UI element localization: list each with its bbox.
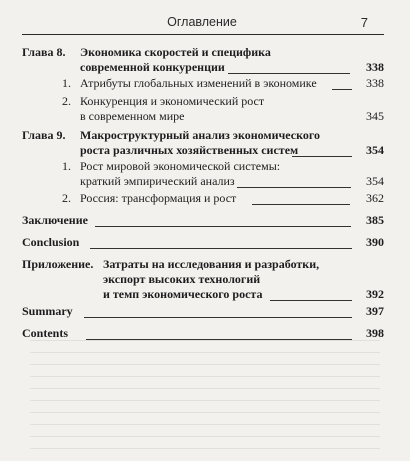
section-8-1-page: 338 <box>366 76 384 90</box>
section-9-2-page: 362 <box>366 191 384 205</box>
appendix-title-line3: и темп экономического роста <box>103 287 263 301</box>
appendix-label: Приложение. <box>22 257 94 271</box>
chapter-9-label: Глава 9. <box>22 128 66 142</box>
section-9-2-number: 2. <box>62 191 71 205</box>
appendix-title-line2: экспорт высоких технологий <box>103 272 261 286</box>
summary-leader <box>84 304 352 318</box>
section-9-1-title-line1: Рост мировой экономической системы: <box>80 159 281 173</box>
section-8-2-title-line1: Конкуренция и экономический рост <box>80 94 265 108</box>
chapter-8-page: 338 <box>366 60 384 74</box>
chapter-8-title-line1: Экономика скоростей и специфика <box>80 45 271 59</box>
section-9-1-title-line2: краткий эмпирический анализ <box>80 174 235 188</box>
section-9-2-leader <box>252 191 350 205</box>
contents-page: 398 <box>366 326 384 340</box>
conclusion-en-leader <box>90 235 352 249</box>
appendix-leader <box>270 287 352 301</box>
chapter-9-title-line2: роста различных хозяйственных систем <box>80 143 299 157</box>
show-through-text <box>30 340 380 460</box>
contents-label: Contents <box>22 326 69 340</box>
summary-label: Summary <box>22 304 73 318</box>
conclusion-ru-label: Заключение <box>22 213 88 227</box>
section-9-2-title: Россия: трансформация и рост <box>80 191 237 205</box>
section-8-2-number: 2. <box>62 94 71 108</box>
contents-leader <box>86 326 352 340</box>
header-page-number: 7 <box>360 15 368 30</box>
section-8-1-title: Атрибуты глобальных изменений в экономике <box>80 76 317 90</box>
section-9-1-leader <box>237 174 351 188</box>
chapter-8-label: Глава 8. <box>22 45 66 59</box>
section-8-1-leader <box>332 76 352 90</box>
section-9-1-number: 1. <box>62 159 71 173</box>
header-title: Оглавление <box>167 15 237 29</box>
summary-page: 397 <box>366 304 384 318</box>
section-8-1-number: 1. <box>62 76 71 90</box>
section-8-2-page: 345 <box>366 109 384 123</box>
conclusion-ru-page: 385 <box>366 213 384 227</box>
chapter-8-title-line2: современной конкуренции <box>80 60 225 74</box>
appendix-title-line1: Затраты на исследования и разработки, <box>103 257 320 271</box>
conclusion-en-page: 390 <box>366 235 384 249</box>
section-9-1-page: 354 <box>366 174 384 188</box>
appendix-page: 392 <box>366 287 384 301</box>
chapter-9-leader <box>292 143 352 157</box>
section-8-2-title-line2: в современном мире <box>80 109 185 123</box>
chapter-9-page: 354 <box>366 143 384 157</box>
chapter-8-leader <box>228 60 350 74</box>
conclusion-ru-leader <box>95 213 351 227</box>
chapter-9-title-line1: Макроструктурный анализ экономического <box>80 128 320 142</box>
conclusion-en-label: Conclusion <box>22 235 80 249</box>
